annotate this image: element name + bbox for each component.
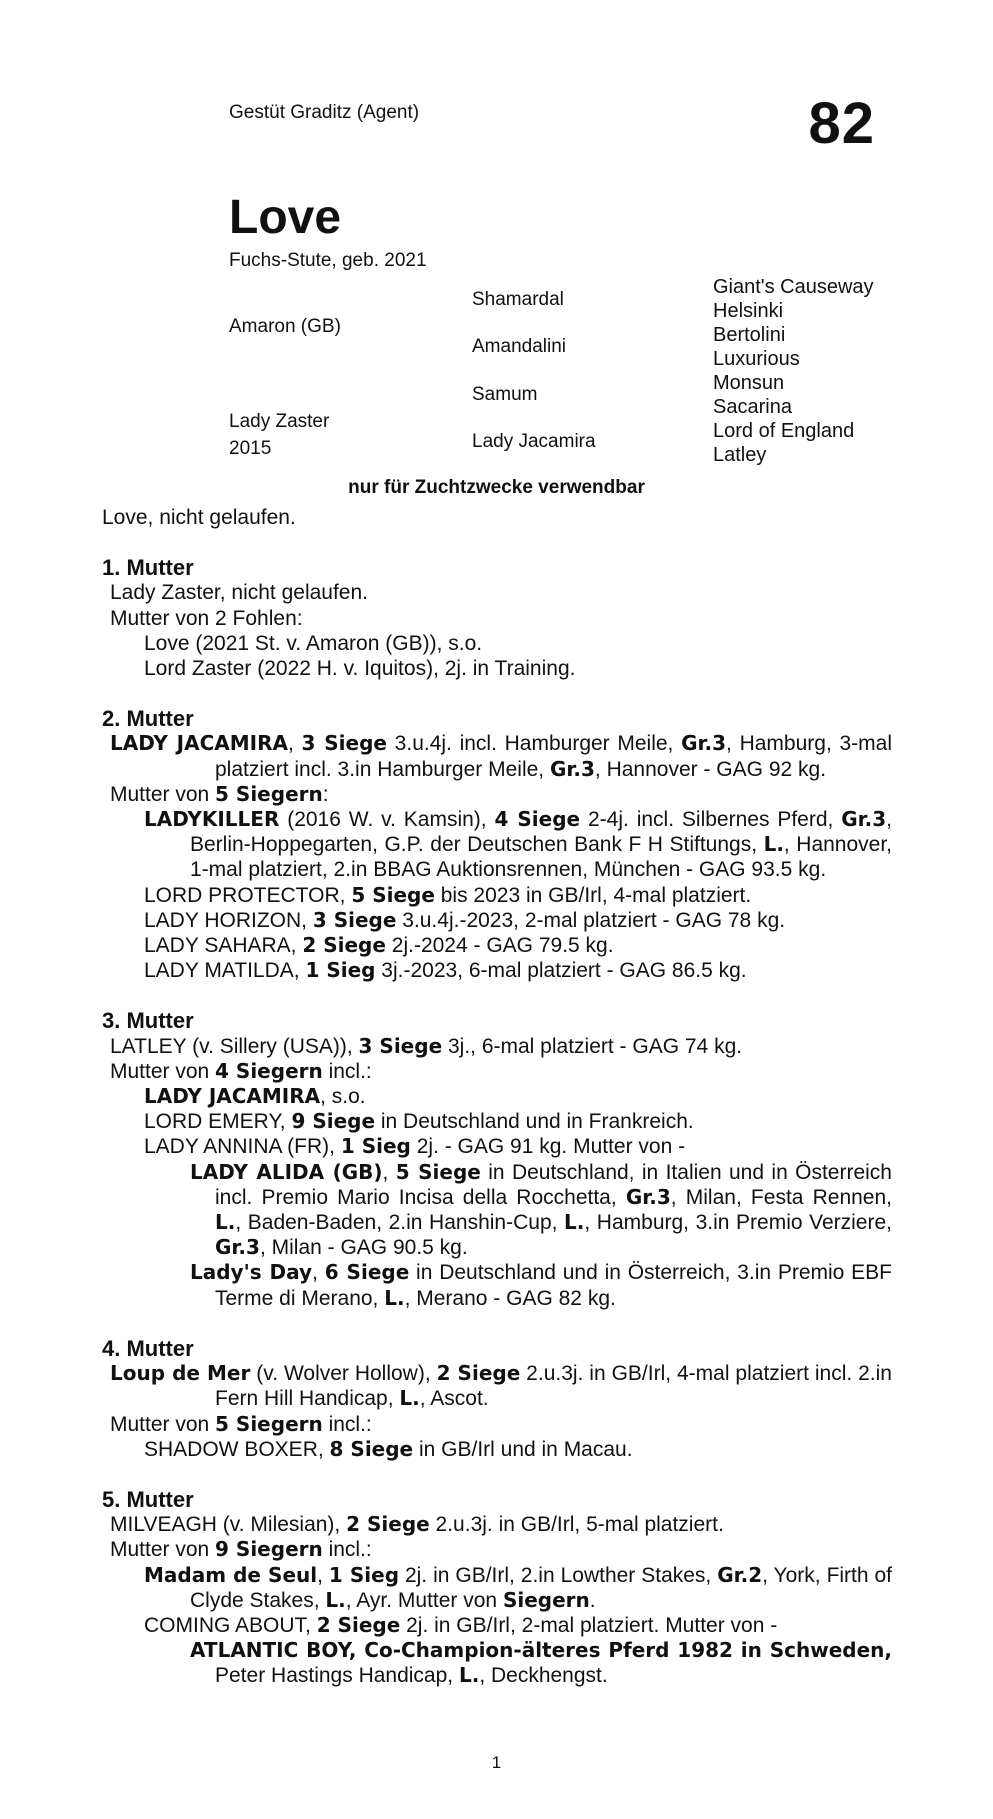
offspring-name: Lady's Day — [190, 1260, 313, 1285]
consignor: Gestüt Graditz (Agent) — [229, 102, 420, 123]
pedigree-g3-6: Sacarina — [713, 396, 792, 418]
listed: L. — [325, 1587, 346, 1612]
text: in Deutschland und in Frankreich. — [375, 1110, 694, 1134]
listed: L. — [564, 1210, 585, 1235]
listed: L. — [763, 832, 784, 857]
dam-name: LADY JACAMIRA — [110, 731, 288, 756]
lot-number: 82 — [808, 91, 875, 156]
text: incl.: — [322, 1059, 372, 1083]
offspring-lady-jacamira — [102, 1084, 892, 1109]
offspring-lord-emery — [102, 1109, 892, 1134]
text: , Ayr. Mutter von — [345, 1588, 503, 1612]
text: . — [589, 1588, 596, 1612]
text: COMING ABOUT, — [144, 1613, 317, 1637]
mutter4-dam-entry — [102, 1361, 892, 1411]
text: Mutter von — [110, 1412, 216, 1436]
mutter3-dam-entry — [102, 1034, 892, 1059]
pedigree-dam-sire: Samum — [472, 384, 538, 405]
wins: 3 Siege — [312, 907, 397, 932]
winner-count: 4 Siegern — [215, 1058, 323, 1083]
mutter1-line2: Mutter von 2 Fohlen: — [110, 606, 303, 630]
text: : — [322, 782, 329, 806]
text: in Deutschland, in Italien und in Österreich incl. Premio Mario Incisa della Rocchetta, — [215, 1160, 892, 1209]
text: 2.u.3j. in GB/Irl, 5-mal platziert. — [429, 1513, 724, 1537]
mutter3-mother-of — [102, 1059, 892, 1084]
offspring-lady-sahara — [102, 933, 892, 958]
text: 2j. in GB/Irl, 2-mal platziert. Mutter von - — [400, 1613, 778, 1637]
text: , Berlin-Hoppegarten, G.P. der Deutschen Bank F H Stiftungs, — [190, 808, 893, 857]
text: SHADOW BOXER, — [144, 1437, 330, 1461]
pedigree-g3-8: Latley — [713, 444, 767, 466]
text: LORD PROTECTOR, — [144, 883, 352, 907]
offspring-lady-alida — [102, 1160, 892, 1261]
mutter4-mother-of — [102, 1412, 892, 1437]
text: 3.u.4j.-2023, 2-mal platziert - GAG 78 kg. — [396, 908, 786, 932]
pedigree-g3-1: Giant's Causeway — [713, 276, 874, 298]
wins: 2 Siege — [302, 933, 386, 958]
text: Peter Hastings Handicap, — [215, 1664, 459, 1688]
offspring-name: LADY ALIDA (GB) — [190, 1159, 383, 1184]
text: , Hannover - GAG 92 kg. — [594, 757, 827, 781]
text: (v. Wolver Hollow), — [250, 1362, 437, 1386]
catalogue-body — [102, 505, 892, 1689]
text: , Milan, Festa Rennen, — [670, 1185, 892, 1209]
offspring-lady-annina — [102, 1134, 892, 1159]
mutter5-dam-entry — [102, 1512, 892, 1537]
mutter1-foal2: Lord Zaster (2022 H. v. Iquitos), 2j. in Training. — [144, 657, 576, 681]
grade: Gr.3 — [625, 1184, 671, 1209]
text: , Deckhengst. — [479, 1664, 608, 1688]
offspring-lady-horizon — [102, 908, 892, 933]
breeding-notice: nur für Zuchtzwecke verwendbar — [348, 477, 645, 498]
text: MILVEAGH (v. Milesian), — [110, 1513, 347, 1537]
offspring-ladys-day — [102, 1260, 892, 1310]
pedigree-g3-5: Monsun — [713, 372, 785, 394]
wins: 3 Siege — [301, 731, 387, 756]
dam-name: Loup de Mer — [110, 1361, 251, 1386]
pedigree-g3-3: Bertolini — [713, 324, 786, 346]
mutter5-mother-of — [102, 1537, 892, 1562]
listed: L. — [215, 1210, 236, 1235]
text: , — [382, 1160, 396, 1184]
listed: L. — [384, 1285, 405, 1310]
offspring-madam-de-seul — [102, 1563, 892, 1613]
wins: 1 Sieg — [305, 958, 376, 983]
offspring-lady-matilda — [102, 958, 892, 983]
text: 2-4j. incl. Silbernes Pferd, — [580, 808, 842, 832]
grade: Gr.3 — [215, 1235, 260, 1260]
section-heading-mutter-1: 1. Mutter — [102, 555, 194, 581]
text: , — [317, 1563, 329, 1587]
wins: 5 Siege — [351, 882, 435, 907]
text: Mutter von — [110, 1059, 216, 1083]
pedigree-g3-7: Lord of England — [713, 420, 855, 442]
pedigree-dam: Lady Zaster — [229, 411, 330, 432]
wins: 4 Siege — [494, 807, 581, 832]
text: 2.u.3j. in GB/Irl, 4-mal platziert incl. 2.in Fern Hill Handicap, — [215, 1362, 892, 1411]
winner-count: 9 Siegern — [215, 1537, 323, 1562]
mutter2-dam-entry — [102, 731, 892, 781]
text: , Baden-Baden, 2.in Hanshin-Cup, — [235, 1211, 565, 1235]
offspring-name: LADY JACAMIRA — [144, 1084, 321, 1109]
wins: 1 Sieg — [328, 1562, 400, 1587]
wins: 3 Siege — [358, 1033, 443, 1058]
wins: 2 Siege — [436, 1361, 521, 1386]
text: , Hamburg, 3-mal platziert incl. 3.in Hamburger Meile, — [215, 732, 892, 781]
text: Mutter von — [110, 1538, 216, 1562]
mutter1-foal1: Love (2021 St. v. Amaron (GB)), s.o. — [144, 631, 483, 655]
text: incl.: — [322, 1412, 372, 1436]
text: , Ascot. — [419, 1387, 489, 1411]
wins: 2 Siege — [346, 1512, 430, 1537]
text: , s.o. — [320, 1085, 366, 1109]
text: LADY MATILDA, — [144, 959, 306, 983]
pedigree-dam-year: 2015 — [229, 438, 272, 459]
wins: 9 Siege — [291, 1109, 376, 1134]
winner-count: 5 Siegern — [215, 781, 323, 806]
text: 2j. - GAG 91 kg. Mutter von - — [410, 1135, 686, 1159]
pedigree-g3-2: Helsinki — [713, 300, 784, 322]
text: 2j.-2024 - GAG 79.5 kg. — [385, 934, 614, 958]
text: 3.u.4j. incl. Hamburger Meile, — [386, 732, 682, 756]
wins: 6 Siege — [324, 1260, 410, 1285]
offspring-name: LADYKILLER — [144, 807, 280, 832]
text: LORD EMERY, — [144, 1110, 292, 1134]
offspring-shadow-boxer — [102, 1437, 892, 1462]
offspring-name: Madam de Seul — [144, 1562, 318, 1587]
grade: Gr.2 — [717, 1562, 763, 1587]
text: in GB/Irl und in Macau. — [413, 1437, 633, 1461]
text: LATLEY (v. Sillery (USA)), — [110, 1034, 359, 1058]
section-heading-mutter-2: 2. Mutter — [102, 706, 194, 732]
grade: Gr.3 — [549, 756, 595, 781]
page-number: 1 — [491, 1753, 502, 1772]
text: LADY ANNINA (FR), — [144, 1135, 341, 1159]
listed: L. — [399, 1386, 420, 1411]
text: , — [312, 1261, 325, 1285]
text: , Hamburg, 3.in Premio Verziere, — [584, 1211, 892, 1235]
text: (2016 W. v. Kamsin), — [279, 808, 495, 832]
winner-count: 5 Siegern — [215, 1411, 323, 1436]
wins: 5 Siege — [395, 1159, 481, 1184]
section-heading-mutter-4: 4. Mutter — [102, 1335, 194, 1361]
grade: Gr.3 — [841, 807, 887, 832]
grade: Gr.3 — [681, 731, 727, 756]
horse-name: Love — [229, 191, 342, 244]
text: LADY SAHARA, — [144, 934, 303, 958]
text: 2j. in GB/Irl, 2.in Lowther Stakes, — [399, 1563, 718, 1587]
wins: 8 Siege — [329, 1436, 414, 1461]
text: 3j., 6-mal platziert - GAG 74 kg. — [442, 1034, 743, 1058]
section-heading-mutter-3: 3. Mutter — [102, 1008, 194, 1034]
text: , Milan - GAG 90.5 kg. — [259, 1236, 468, 1260]
text: LADY HORIZON, — [144, 908, 313, 932]
text: Mutter von — [110, 782, 216, 806]
text: , York, Firth of Clyde Stakes, — [190, 1563, 893, 1612]
section-heading-mutter-5: 5. Mutter — [102, 1486, 194, 1512]
mutter2-mother-of — [102, 782, 892, 807]
text: 3j.-2023, 6-mal platziert - GAG 86.5 kg. — [375, 959, 747, 983]
pedigree-sire-dam: Amandalini — [472, 336, 566, 357]
text: , Merano - GAG 82 kg. — [404, 1286, 616, 1310]
pedigree-g3-4: Luxurious — [713, 348, 800, 370]
text: incl.: — [322, 1538, 372, 1562]
text: in Deutschland und in Österreich, 3.in Premio EBF Terme di Merano, — [215, 1261, 893, 1310]
text: bis 2023 in GB/Irl, 4-mal platziert. — [434, 883, 752, 907]
listed: L. — [458, 1663, 480, 1688]
text: , Hannover, 1-mal platziert, 2.in BBAG Auktionsrennen, München - GAG 93.5 kg. — [190, 833, 893, 882]
pedigree-sire-sire: Shamardal — [472, 289, 564, 310]
offspring-lord-protector — [102, 883, 892, 908]
intro-line: Love, nicht gelaufen. — [102, 506, 296, 529]
siegern: Siegern — [502, 1587, 590, 1612]
pedigree-sire: Amaron (GB) — [229, 316, 341, 337]
pedigree-dam-dam: Lady Jacamira — [472, 431, 596, 452]
horse-description: Fuchs-Stute, geb. 2021 — [229, 250, 427, 271]
wins: 2 Siege — [316, 1612, 401, 1637]
text: , — [287, 732, 302, 756]
offspring-name: ATLANTIC BOY, Co-Champion-älteres Pferd 1982 in Schweden, — [190, 1638, 892, 1663]
offspring-coming-about — [102, 1613, 892, 1638]
mutter1-line1: Lady Zaster, nicht gelaufen. — [110, 581, 368, 605]
offspring-atlantic-boy — [102, 1638, 892, 1688]
wins: 1 Sieg — [340, 1134, 411, 1159]
offspring-ladykiller — [102, 807, 892, 883]
